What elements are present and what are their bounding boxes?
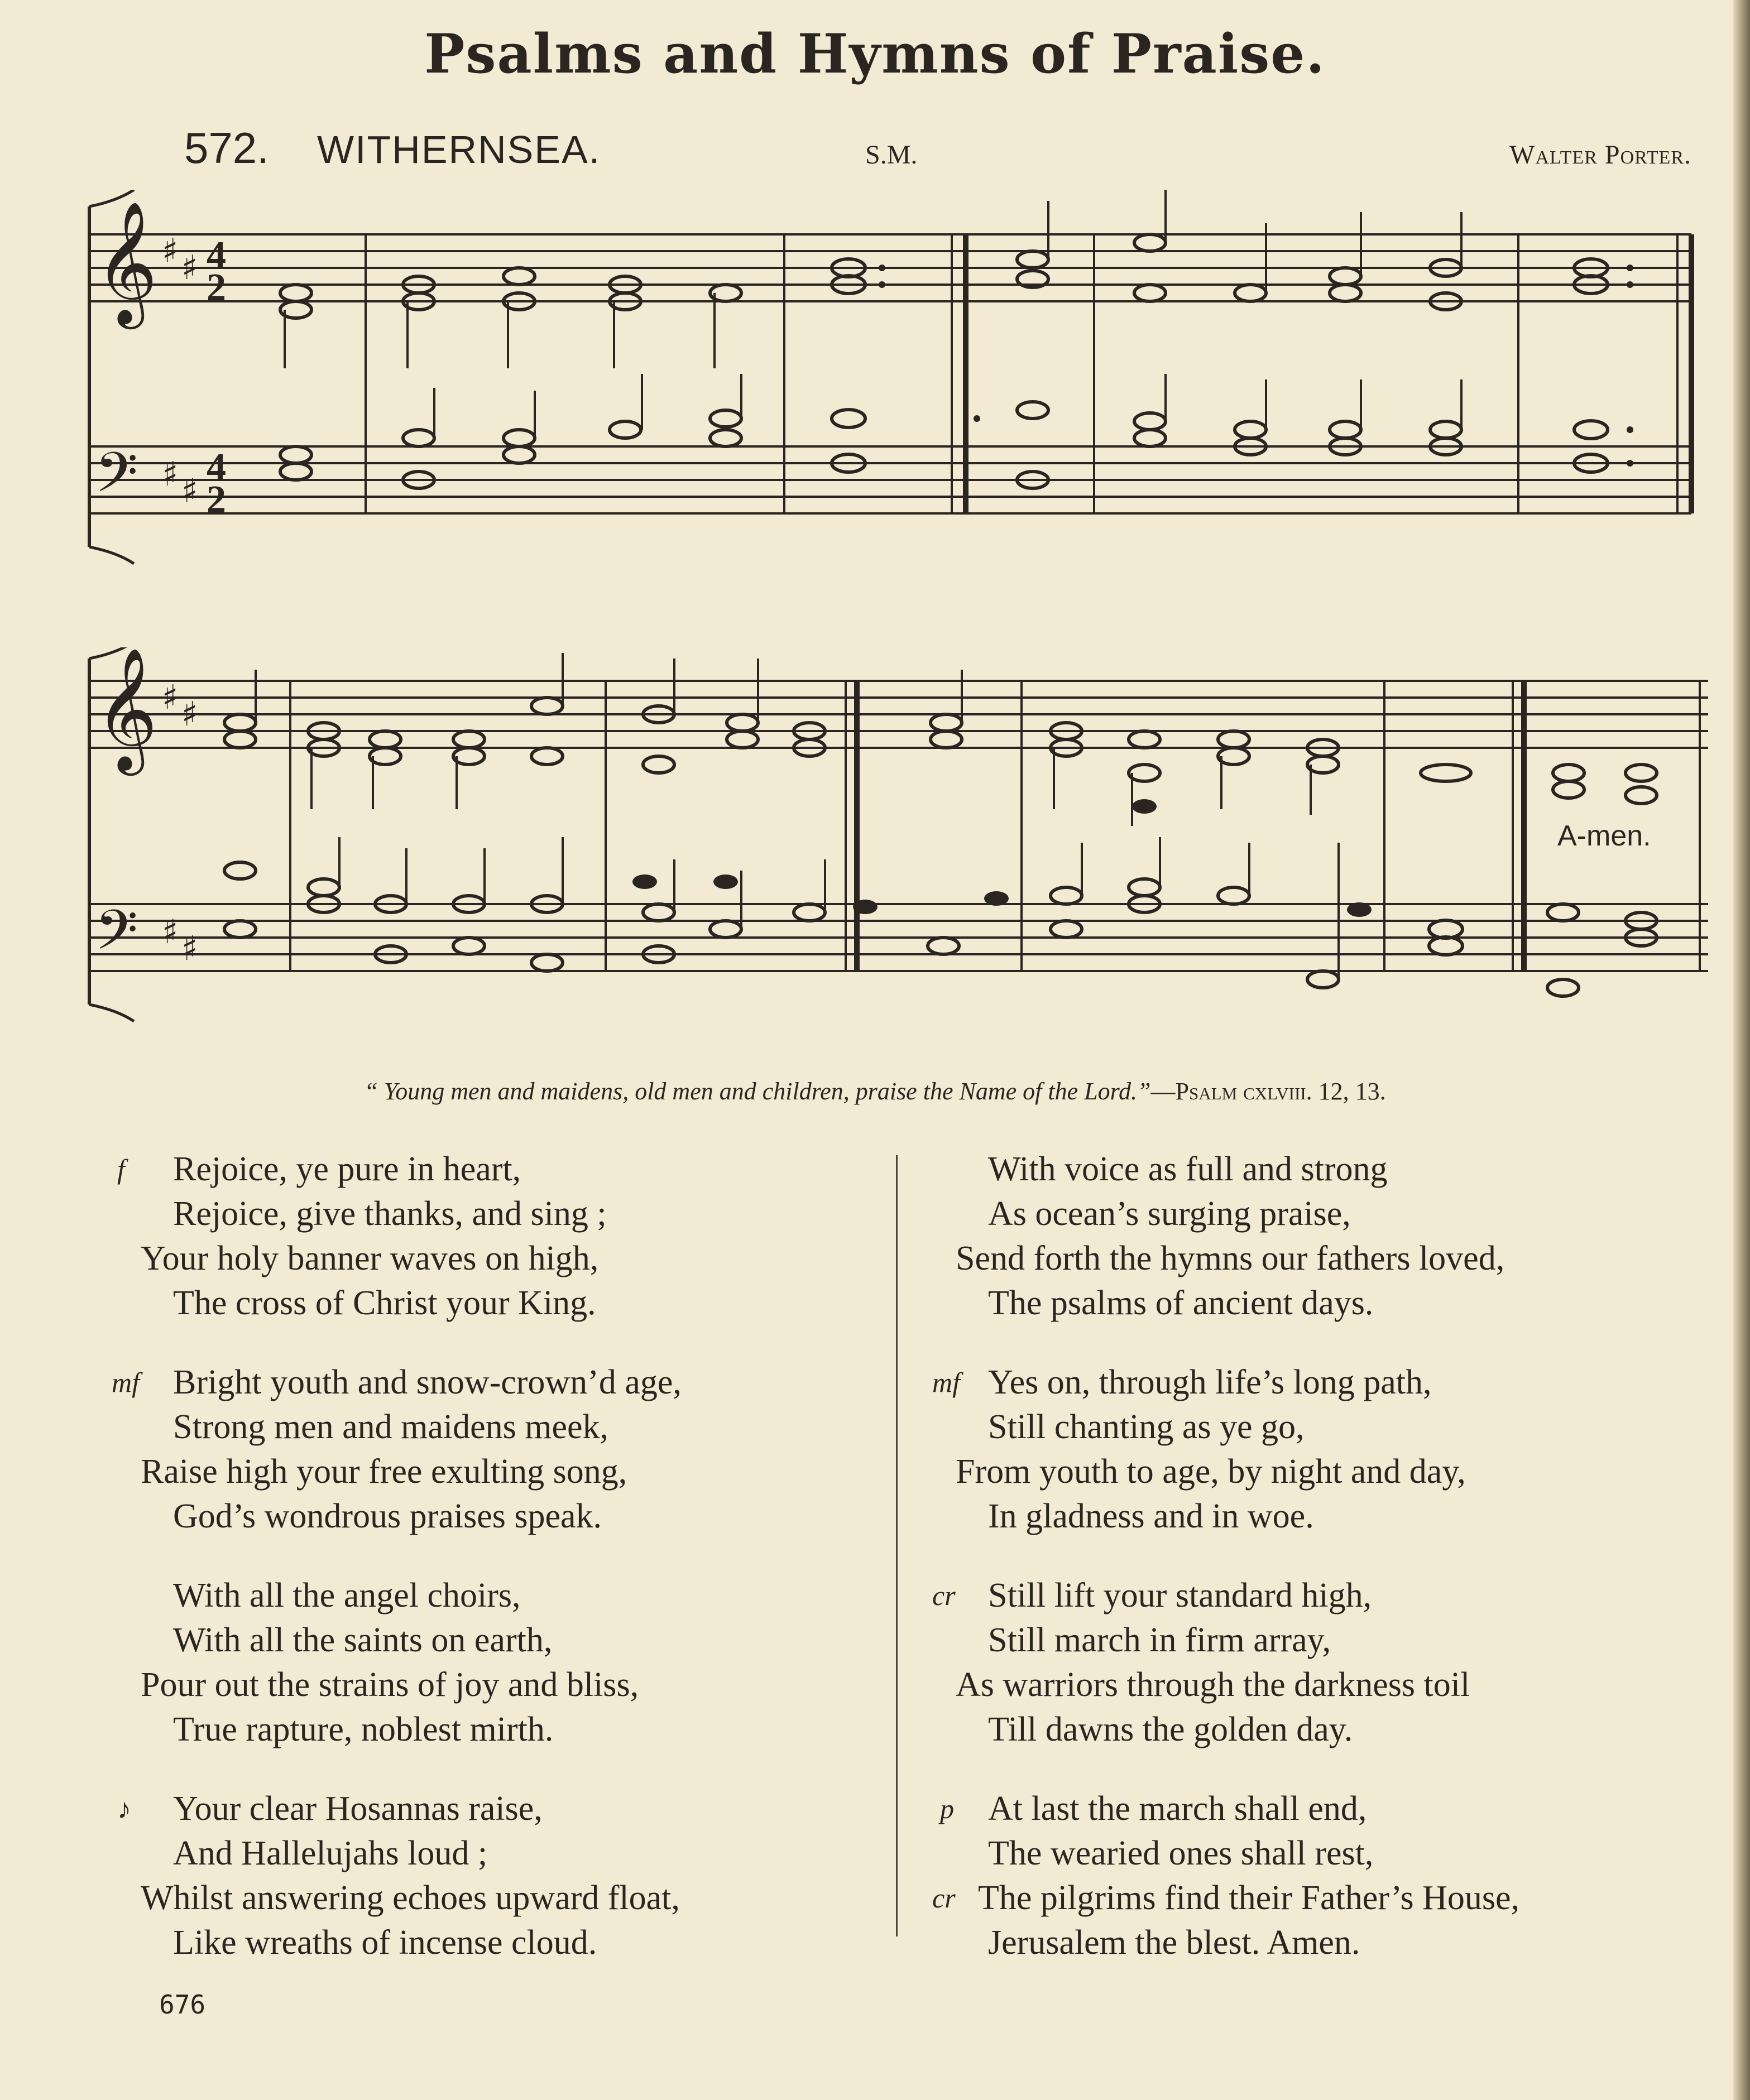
- stanza-3: [117, 1573, 882, 1752]
- verse-line: The psalms of ancient days.: [988, 1284, 1374, 1322]
- verse-line: With all the saints on earth,: [173, 1621, 553, 1659]
- verse-line: Rejoice, give thanks, and sing ;: [173, 1195, 607, 1233]
- verse-line: Rejoice, ye pure in heart,: [173, 1150, 521, 1188]
- sharp-icon: ♯: [181, 472, 198, 511]
- score-system-1: [84, 190, 1708, 569]
- dynamic-marking: mf: [112, 1367, 140, 1398]
- stanza-1: [117, 1147, 882, 1325]
- verse-line: The wearied ones shall rest,: [988, 1834, 1374, 1872]
- verse-line: With voice as full and strong: [988, 1150, 1388, 1188]
- sharp-icon: ♯: [162, 678, 179, 717]
- treble-clef-icon: 𝄞: [95, 200, 158, 324]
- verse-line: From youth to age, by night and day,: [956, 1453, 1466, 1491]
- sharp-icon: ♯: [181, 929, 198, 968]
- dynamic-marking: p: [940, 1793, 954, 1824]
- verse-line: God’s wondrous praises speak.: [173, 1497, 602, 1535]
- verse-line: As warriors through the darkness toil: [956, 1666, 1470, 1704]
- verse-line: The pilgrims find their Father’s House,: [978, 1879, 1520, 1917]
- verse-line: Pour out the strains of joy and bliss,: [141, 1666, 639, 1704]
- amen-label: A-men.: [1557, 820, 1651, 852]
- sharp-icon: ♯: [181, 248, 198, 287]
- sharp-icon: ♯: [162, 455, 179, 494]
- stanza-5: [932, 1147, 1708, 1325]
- music-system-1: [84, 190, 1708, 569]
- verse-line: Till dawns the golden day.: [988, 1710, 1353, 1748]
- bass-clef-icon: 𝄢: [95, 441, 138, 518]
- verses-left-column: [112, 1147, 882, 2000]
- verse-line: Your holy banner waves on high,: [141, 1239, 599, 1277]
- verse-line: In gladness and in woe.: [988, 1497, 1314, 1535]
- verse-line: With all the angel choirs,: [173, 1577, 521, 1614]
- dynamic-marking: cr: [932, 1882, 956, 1914]
- epigraph: [0, 1077, 1750, 1106]
- dynamic-marking: ♪: [117, 1793, 131, 1824]
- verse-line: Raise high your free exulting song,: [141, 1453, 627, 1491]
- column-divider: [896, 1155, 898, 1936]
- verse-line: The cross of Christ your King.: [173, 1284, 596, 1322]
- verse-line: Still lift your standard high,: [988, 1577, 1372, 1614]
- stanza-2: [112, 1360, 882, 1539]
- verse-line: Still chanting as ye go,: [988, 1408, 1305, 1446]
- verse-line: Like wreaths of incense cloud.: [173, 1924, 597, 1962]
- verse-line: Strong men and maidens meek,: [173, 1408, 608, 1446]
- verse-line: Send forth the hymns our fathers loved,: [956, 1239, 1505, 1277]
- note-stems: [285, 190, 1461, 438]
- time-signature-top: 4: [207, 234, 226, 277]
- note-heads: [224, 698, 1657, 996]
- note-stems: [256, 653, 1339, 979]
- verses-right-column: [932, 1147, 1708, 2000]
- music-system-2: [84, 647, 1708, 1027]
- sharp-icon: ♯: [162, 912, 179, 952]
- verse-line: Whilst answering echoes upward float,: [141, 1879, 680, 1917]
- stanza-6: [932, 1360, 1708, 1539]
- verse-line: Still march in firm array,: [988, 1621, 1331, 1659]
- time-signature-bottom: 2: [207, 266, 226, 309]
- page-edge: [1733, 0, 1750, 2100]
- tune-name: WITHERNSEA.: [317, 128, 601, 171]
- page-number: 676: [159, 1990, 206, 2020]
- score-system-2: [84, 647, 1708, 1027]
- time-signature-bottom: 2: [207, 478, 226, 521]
- composer: Walter Porter.: [1509, 140, 1691, 170]
- dynamic-marking: mf: [932, 1367, 960, 1398]
- sharp-icon: ♯: [162, 232, 179, 271]
- dynamic-marking: cr: [932, 1580, 956, 1611]
- epigraph-citation: —Psalm cxlviii. 12, 13.: [1150, 1078, 1386, 1105]
- sharp-icon: ♯: [181, 695, 198, 734]
- stanza-8: [932, 1786, 1708, 1965]
- time-signature-top: 4: [207, 446, 226, 489]
- verse-line: Yes on, through life’s long path,: [988, 1363, 1432, 1401]
- verse-line: At last the march shall end,: [988, 1790, 1367, 1828]
- epigraph-quote: “ Young men and maidens, old men and children, praise the Name of the Lord.”: [364, 1078, 1151, 1105]
- verse-line: True rapture, noblest mirth.: [173, 1710, 554, 1748]
- verse-line: And Hallelujahs loud ;: [173, 1834, 488, 1872]
- filled-notes: [632, 799, 1372, 917]
- bass-clef-icon: 𝄢: [95, 898, 138, 976]
- hymn-header: [184, 123, 1691, 184]
- verse-line: Jerusalem the blest. Amen.: [988, 1924, 1360, 1962]
- treble-clef-icon: 𝄞: [95, 647, 158, 770]
- verse-line: Your clear Hosannas raise,: [173, 1790, 543, 1828]
- stanza-7: [932, 1573, 1708, 1752]
- dynamic-marking: f: [117, 1154, 125, 1185]
- note-heads: [280, 234, 1608, 488]
- verse-line: Bright youth and snow-crown’d age,: [173, 1363, 682, 1401]
- meter: S.M.: [865, 140, 918, 170]
- verse-line: As ocean’s surging praise,: [988, 1195, 1351, 1233]
- stanza-4: [117, 1786, 882, 1965]
- running-head: Psalms and Hymns of Praise.: [424, 22, 1326, 85]
- hymn-number: 572.: [184, 123, 269, 172]
